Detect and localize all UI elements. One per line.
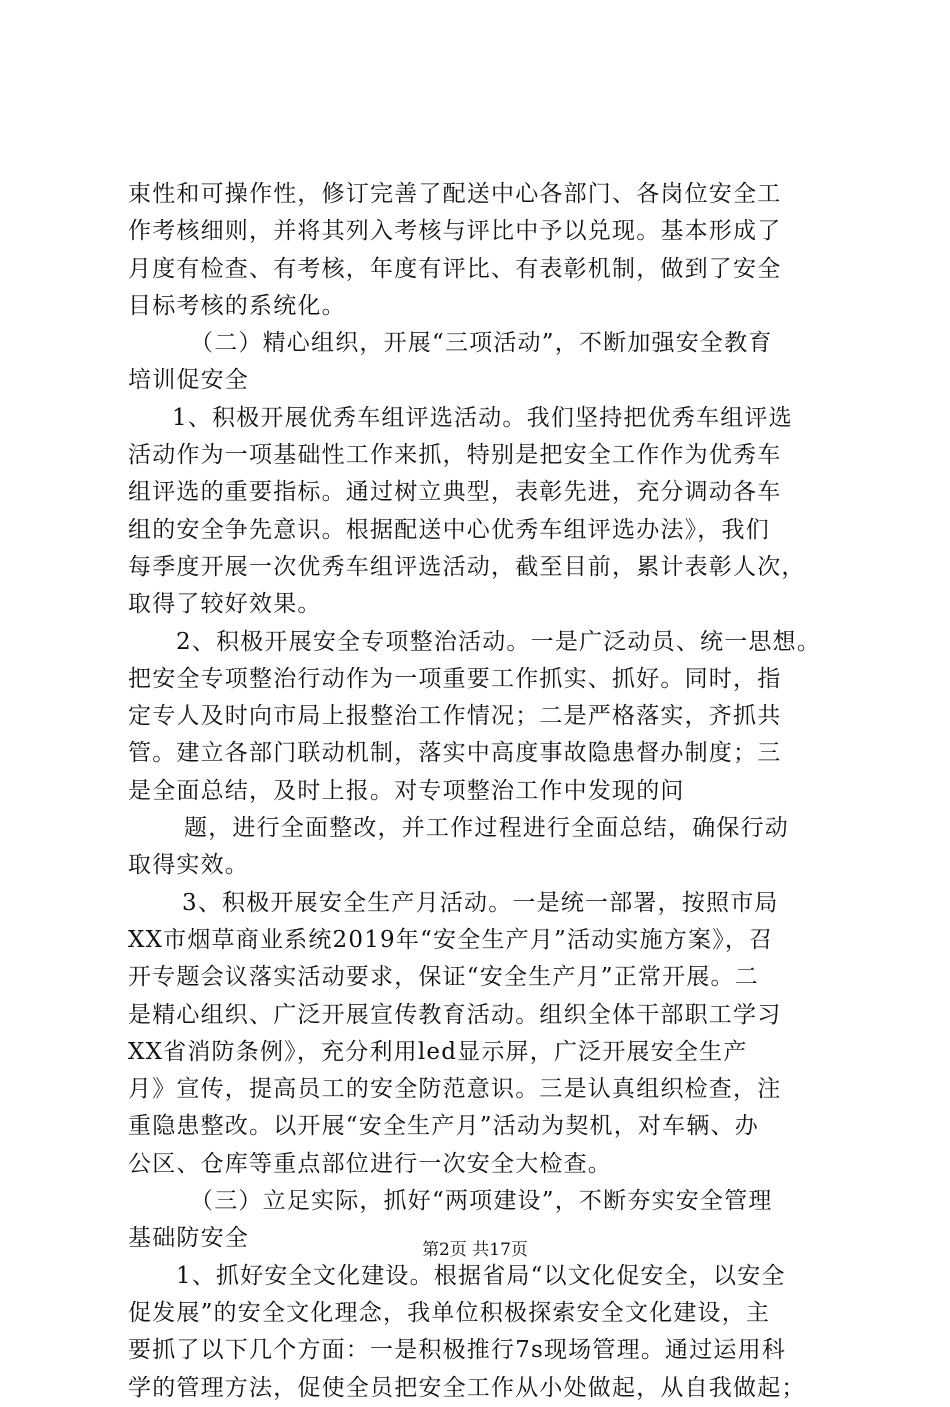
text-line: 目标考核的系统化。 <box>128 292 346 319</box>
text-line: 取得实效。 <box>128 852 249 879</box>
text-line: 题，进行全面整改，并工作过程进行全面总结，确保行动 <box>184 815 789 842</box>
section-heading-cont: 培训促安全 <box>128 367 249 394</box>
text-line: 月度有检查、有考核，年度有评比、有表彰机制，做到了安全 <box>128 255 782 282</box>
text-line: 公区、仓库等重点部位进行一次安全大检查。 <box>128 1150 612 1177</box>
text-line: 开专题会议落实活动要求，保证“安全生产月”正常开展。二 <box>128 964 759 991</box>
section-heading: （二）精心组织，开展“三项活动”，不断加强安全教育 <box>190 330 773 357</box>
text-line: 是全面总结，及时上报。对专项整治工作中发现的问 <box>128 777 685 804</box>
text-line: 月》宣传，提高员工的安全防范意识。三是认真组织检查，注 <box>128 1076 782 1103</box>
text-line: 活动作为一项基础性工作来抓，特别是把安全工作作为优秀车 <box>128 442 782 469</box>
text-line: 是精心组织、广泛开展宣传教育活动。组织全体干部职工学习 <box>128 1001 782 1028</box>
page-footer: 第2页 共17页 <box>422 1240 528 1260</box>
text-line: 重隐患整改。以开展“安全生产月”活动为契机，对车辆、办 <box>128 1113 759 1140</box>
section-heading: （三）立足实际，抓好“两项建设”，不断夯实安全管理 <box>190 1188 773 1215</box>
text-line: 要抓了以下几个方面：一是积极推行7s现场管理。通过运用科 <box>128 1337 787 1364</box>
text-line: 组评选的重要指标。通过树立典型，表彰先进，充分调动各车 <box>128 479 782 506</box>
text-line: 取得了较好效果。 <box>128 591 322 618</box>
text-line: 促发展”的安全文化理念，我单位积极探索安全文化建设，主 <box>128 1299 771 1326</box>
text-line: 作考核细则，并将其列入考核与评比中予以兑现。基本形成了 <box>128 218 782 245</box>
text-line: 1、抓好安全文化建设。根据省局“以文化促安全，以安全 <box>176 1262 786 1289</box>
text-line: 把安全专项整治行动作为一项重要工作抓实、抓好。同时，指 <box>128 665 782 692</box>
text-line: XX市烟草商业系统2019年“安全生产月”活动实施方案》，召 <box>128 926 774 953</box>
text-line: 3、积极开展安全生产月活动。一是统一部署，按照市局 <box>182 889 779 916</box>
text-line: 束性和可操作性，修订完善了配送中心各部门、各岗位安全工 <box>128 181 782 207</box>
text-line: 定专人及时向市局上报整治工作情况；二是严格落实，齐抓共 <box>128 703 782 730</box>
text-line: 组的安全争先意识。根据配送中心优秀车组评选办法》，我们 <box>128 516 770 543</box>
text-line: 学的管理方法，促使全员把安全工作从小处做起，从自我做起； <box>128 1374 806 1401</box>
section-heading-cont: 基础防安全 <box>128 1225 249 1252</box>
text-line: 1、积极开展优秀车组评选活动。我们坚持把优秀车组评选 <box>172 404 793 431</box>
text-line: 管。建立各部门联动机制，落实中高度事故隐患督办制度；三 <box>128 740 782 767</box>
text-line: 2、积极开展安全专项整治活动。一是广泛动员、统一思想。 <box>176 628 822 655</box>
text-line: 每季度开展一次优秀车组评选活动，截至目前，累计表彰人次， <box>128 553 806 580</box>
text-line: XX省消防条例》，充分利用led显示屏，广泛开展安全生产 <box>128 1038 748 1065</box>
document-body <box>128 176 840 1407</box>
